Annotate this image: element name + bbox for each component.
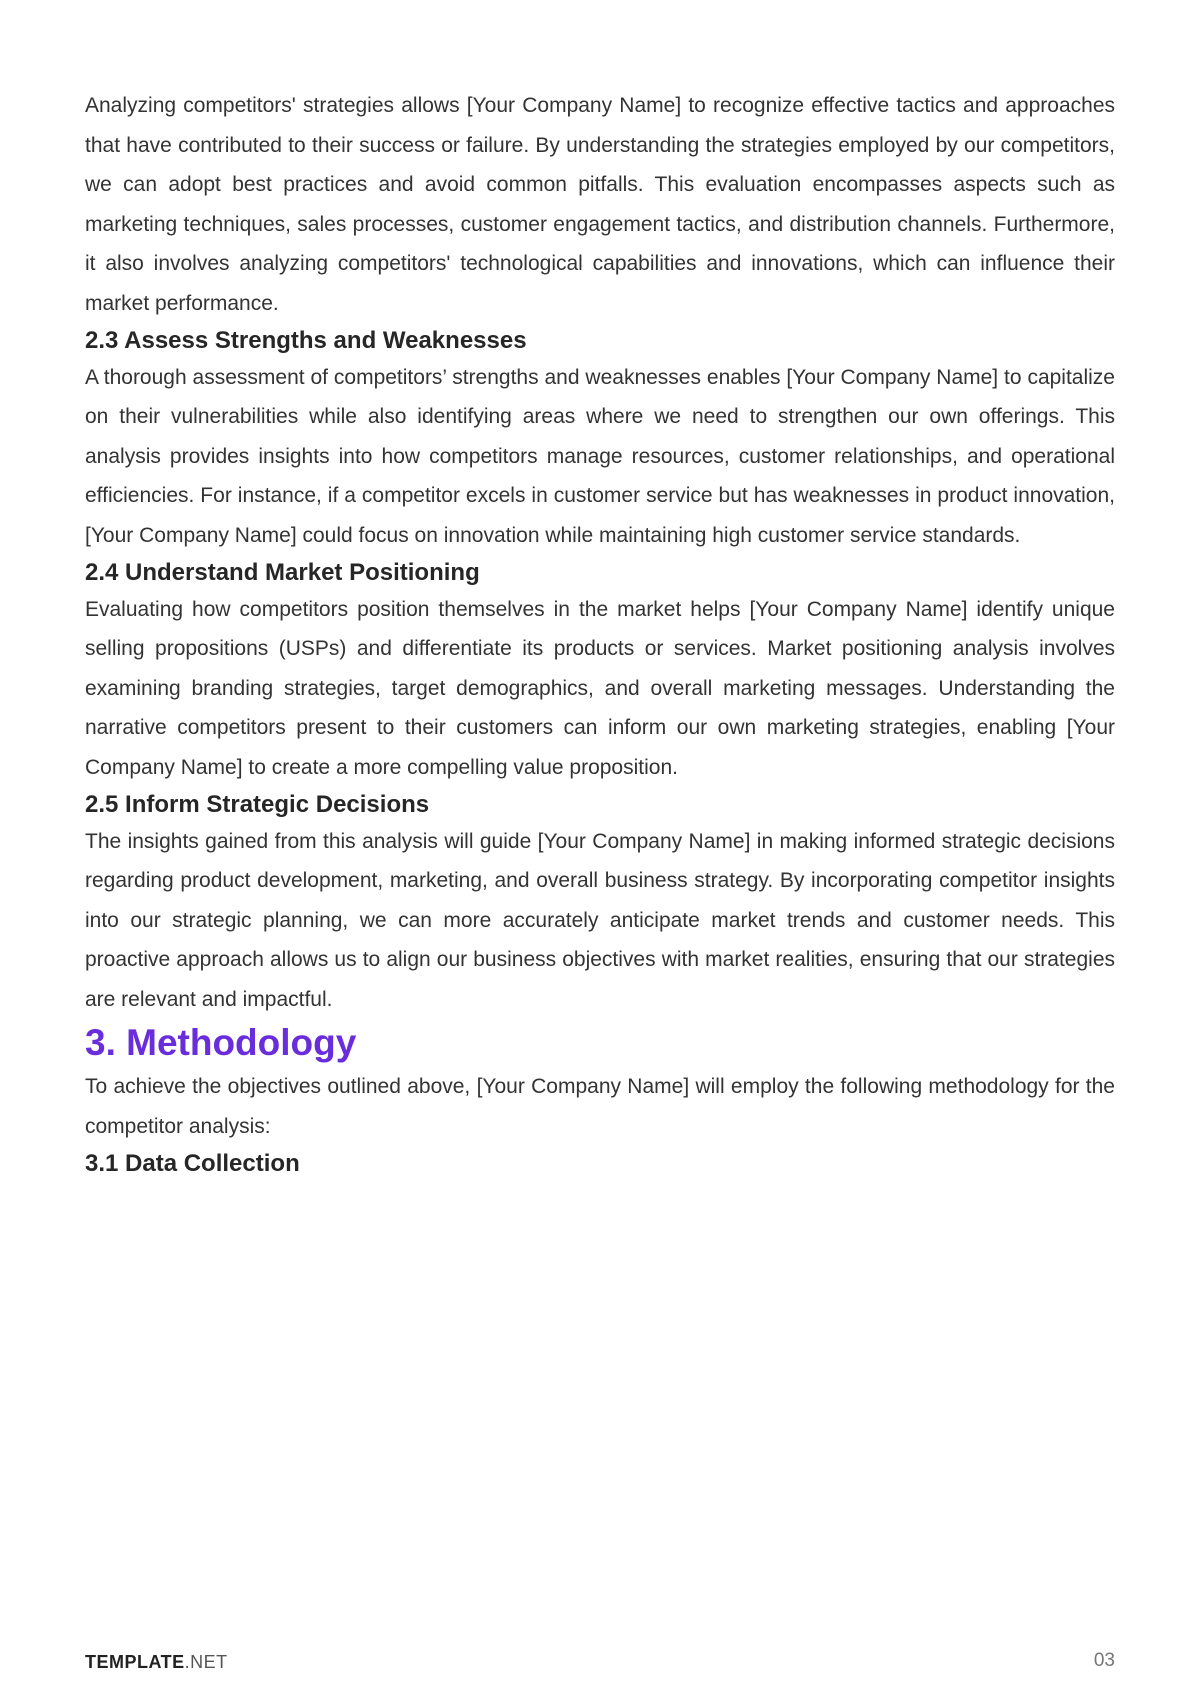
section-2-5-paragraph: The insights gained from this analysis will guide [Your Company Name] in making informed strategic decisions regarding product development, marketing, and overall business strategy. By incorporating competitor insights into our strategic planning, we can more accurately anticipate market trends and customer needs. This proactive approach allows us to align our business objectives with market realities, ensuring that our strategies are relevant and impactful.: [85, 829, 1115, 1011]
section-3-heading: 3. Methodology: [85, 1022, 357, 1064]
section-2-3-heading: 2.3 Assess Strengths and Weaknesses: [85, 326, 527, 354]
section-2-4-heading: 2.4 Understand Market Positioning: [85, 558, 480, 586]
section-2-5-heading: 2.5 Inform Strategic Decisions: [85, 790, 430, 818]
footer-brand-logo: [85, 1652, 228, 1673]
footer-brand-bold: TEMPLATE: [85, 1652, 185, 1672]
footer-brand-light: .NET: [184, 1652, 228, 1672]
document-page: [85, 86, 1115, 1181]
section-2-3-paragraph: A thorough assessment of competitors’ strengths and weaknesses enables [Your Company Name] to capitalize on their vulnerabilities while also identifying areas where we need to strengthen our own offerings. This analysis provides insights into how competitors manage resources, customer relationships, and operational efficiencies. For instance, if a competitor excels in customer service but has weaknesses in product innovation, [Your Company Name] could focus on innovation while maintaining high customer service standards.: [85, 365, 1115, 547]
section-2-4-paragraph: Evaluating how competitors position themselves in the market helps [Your Company Name] identify unique selling propositions (USPs) and differentiate its products or services. Market positioning analysis involves examining branding strategies, target demographics, and overall marketing messages. Understanding the narrative competitors present to their customers can inform our own marketing strategies, enabling [Your Company Name] to create a more compelling value proposition.: [85, 597, 1115, 779]
section-3-paragraph: To achieve the objectives outlined above, [Your Company Name] will employ the following methodology for the competitor analysis:: [85, 1075, 1115, 1139]
section-3-1-heading: 3.1 Data Collection: [85, 1149, 300, 1177]
intro-paragraph: Analyzing competitors' strategies allows [Your Company Name] to recognize effective tactics and approaches that have contributed to their success or failure. By understanding the strategies employed by our competitors, we can adopt best practices and avoid common pitfalls. This evaluation encompasses aspects such as marketing techniques, sales processes, customer engagement tactics, and distribution channels. Furthermore, it also involves analyzing competitors' technological capabilities and innovations, which can influence their market performance.: [85, 94, 1115, 315]
page-number: 03: [1093, 1650, 1115, 1671]
